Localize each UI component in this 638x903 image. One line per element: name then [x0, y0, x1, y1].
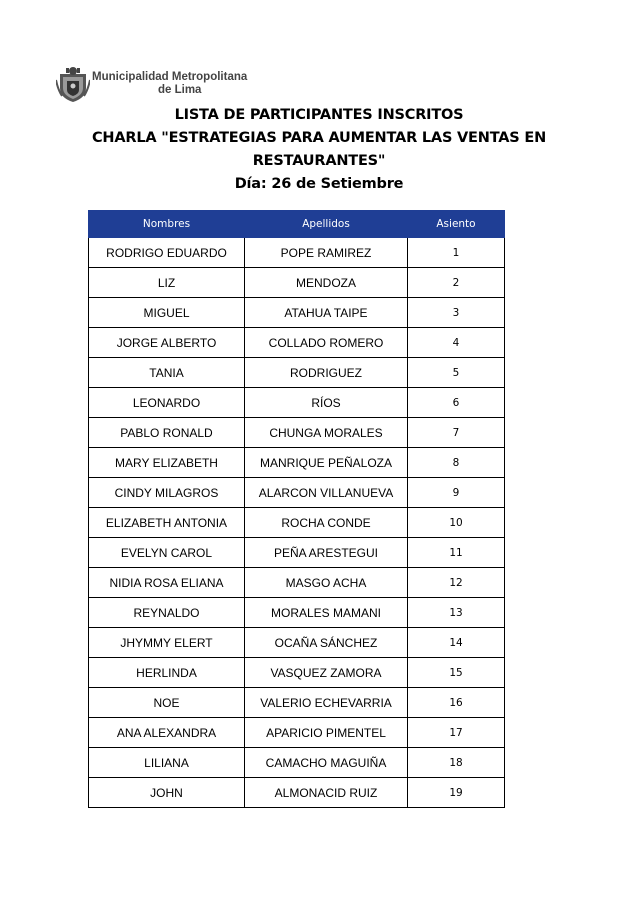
cell-apellidos: RÍOS	[245, 388, 408, 418]
cell-asiento: 5	[408, 358, 505, 388]
cell-nombres: JOHN	[89, 778, 245, 808]
table-row	[89, 688, 505, 718]
cell-asiento: 6	[408, 388, 505, 418]
cell-asiento: 4	[408, 328, 505, 358]
cell-asiento: 10	[408, 508, 505, 538]
cell-asiento: 13	[408, 598, 505, 628]
document-title-block	[60, 104, 578, 196]
organization-name: Municipalidad Metropolitana	[92, 71, 248, 83]
cell-nombres: NOE	[89, 688, 245, 718]
table-row	[89, 268, 505, 298]
cell-asiento: 9	[408, 478, 505, 508]
cell-apellidos: MANRIQUE PEÑALOZA	[245, 448, 408, 478]
cell-asiento: 18	[408, 748, 505, 778]
cell-asiento: 1	[408, 238, 505, 268]
cell-asiento: 3	[408, 298, 505, 328]
cell-apellidos: APARICIO PIMENTEL	[245, 718, 408, 748]
cell-nombres: NIDIA ROSA ELIANA	[89, 568, 245, 598]
cell-asiento: 8	[408, 448, 505, 478]
cell-nombres: MARY ELIZABETH	[89, 448, 245, 478]
cell-nombres: EVELYN CAROL	[89, 538, 245, 568]
table-row	[89, 358, 505, 388]
cell-asiento: 12	[408, 568, 505, 598]
cell-apellidos: VALERIO ECHEVARRIA	[245, 688, 408, 718]
table-row	[89, 238, 505, 268]
cell-asiento: 11	[408, 538, 505, 568]
cell-nombres: REYNALDO	[89, 598, 245, 628]
table-row	[89, 718, 505, 748]
cell-nombres: LILIANA	[89, 748, 245, 778]
cell-apellidos: ALARCON VILLANUEVA	[245, 478, 408, 508]
cell-asiento: 14	[408, 628, 505, 658]
participants-table	[88, 210, 505, 808]
cell-nombres: HERLINDA	[89, 658, 245, 688]
cell-nombres: PABLO RONALD	[89, 418, 245, 448]
table-header-row	[89, 211, 505, 238]
document-title: LISTA DE PARTICIPANTES INSCRITOS	[174, 107, 464, 123]
cell-nombres: LEONARDO	[89, 388, 245, 418]
cell-nombres: ELIZABETH ANTONIA	[89, 508, 245, 538]
cell-asiento: 2	[408, 268, 505, 298]
cell-apellidos: MASGO ACHA	[245, 568, 408, 598]
table-row	[89, 298, 505, 328]
cell-nombres: JHYMMY ELERT	[89, 628, 245, 658]
column-header-asiento: Asiento	[408, 211, 505, 238]
event-title-line1: CHARLA "ESTRATEGIAS PARA AUMENTAR LAS VENTAS EN	[91, 130, 547, 146]
cell-apellidos: VASQUEZ ZAMORA	[245, 658, 408, 688]
cell-nombres: CINDY MILAGROS	[89, 478, 245, 508]
cell-nombres: TANIA	[89, 358, 245, 388]
event-title-line2: RESTAURANTES"	[252, 153, 386, 169]
cell-apellidos: ATAHUA TAIPE	[245, 298, 408, 328]
cell-asiento: 16	[408, 688, 505, 718]
table-row	[89, 388, 505, 418]
cell-asiento: 7	[408, 418, 505, 448]
table-row	[89, 658, 505, 688]
cell-apellidos: PEÑA ARESTEGUI	[245, 538, 408, 568]
cell-apellidos: ALMONACID RUIZ	[245, 778, 408, 808]
cell-apellidos: RODRIGUEZ	[245, 358, 408, 388]
cell-nombres: RODRIGO EDUARDO	[89, 238, 245, 268]
cell-nombres: LIZ	[89, 268, 245, 298]
organization-name-line2: de Lima	[158, 84, 202, 96]
table-row	[89, 778, 505, 808]
table-row	[89, 478, 505, 508]
table-row	[89, 328, 505, 358]
cell-nombres: MIGUEL	[89, 298, 245, 328]
cell-asiento: 17	[408, 718, 505, 748]
cell-apellidos: POPE RAMIREZ	[245, 238, 408, 268]
cell-apellidos: CAMACHO MAGUIÑA	[245, 748, 408, 778]
table-row	[89, 598, 505, 628]
cell-apellidos: MENDOZA	[245, 268, 408, 298]
cell-asiento: 19	[408, 778, 505, 808]
municipality-logo	[56, 66, 256, 104]
cell-apellidos: CHUNGA MORALES	[245, 418, 408, 448]
cell-apellidos: MORALES MAMANI	[245, 598, 408, 628]
table-row	[89, 748, 505, 778]
table-row	[89, 628, 505, 658]
table-row	[89, 568, 505, 598]
lima-coat-of-arms-icon	[56, 66, 90, 104]
table-row	[89, 538, 505, 568]
cell-nombres: ANA ALEXANDRA	[89, 718, 245, 748]
cell-asiento: 15	[408, 658, 505, 688]
cell-apellidos: OCAÑA SÁNCHEZ	[245, 628, 408, 658]
table-row	[89, 508, 505, 538]
cell-nombres: JORGE ALBERTO	[89, 328, 245, 358]
event-date: Día: 26 de Setiembre	[234, 176, 404, 192]
table-row	[89, 448, 505, 478]
cell-apellidos: ROCHA CONDE	[245, 508, 408, 538]
cell-apellidos: COLLADO ROMERO	[245, 328, 408, 358]
column-header-nombres: Nombres	[89, 211, 245, 238]
column-header-apellidos: Apellidos	[245, 211, 408, 238]
table-row	[89, 418, 505, 448]
